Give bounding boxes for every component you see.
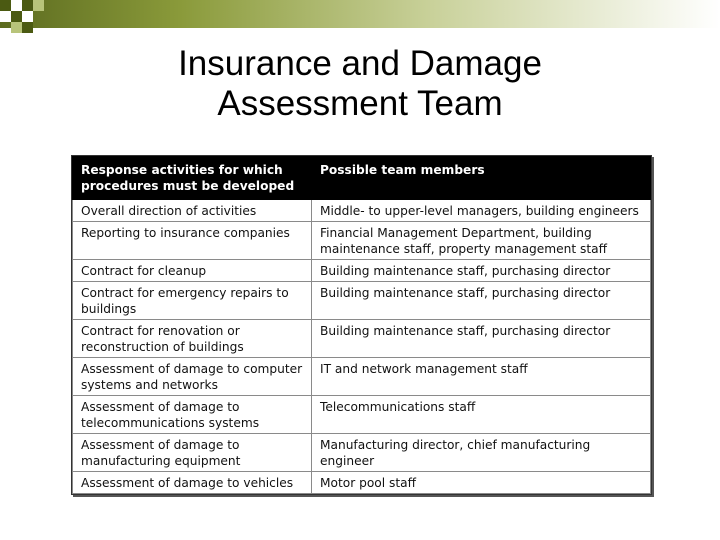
table-row bbox=[73, 282, 651, 320]
team-cell: IT and network management staff bbox=[312, 358, 651, 396]
decorative-squares bbox=[0, 0, 60, 40]
activity-cell: Assessment of damage to vehicles bbox=[73, 472, 312, 494]
table-header-row bbox=[73, 157, 651, 200]
header-band bbox=[0, 0, 720, 28]
table-row bbox=[73, 222, 651, 260]
header-team-members: Possible team members bbox=[312, 157, 651, 200]
title-line-1: Insurance and Damage bbox=[178, 44, 542, 83]
table-row bbox=[73, 320, 651, 358]
slide-title bbox=[0, 44, 720, 124]
title-line-2: Assessment Team bbox=[217, 84, 503, 123]
activity-cell: Overall direction of activities bbox=[73, 200, 312, 222]
team-cell: Building maintenance staff, purchasing director bbox=[312, 260, 651, 282]
table-row bbox=[73, 260, 651, 282]
activity-cell: Assessment of damage to telecommunications systems bbox=[73, 396, 312, 434]
team-cell: Manufacturing director, chief manufacturing engineer bbox=[312, 434, 651, 472]
team-cell: Building maintenance staff, purchasing director bbox=[312, 320, 651, 358]
activity-cell: Contract for cleanup bbox=[73, 260, 312, 282]
activity-cell: Contract for renovation or reconstruction of buildings bbox=[73, 320, 312, 358]
header-activities: Response activities for which procedures must be developed bbox=[73, 157, 312, 200]
table-row bbox=[73, 396, 651, 434]
team-cell: Financial Management Department, building maintenance staff, property management staff bbox=[312, 222, 651, 260]
team-cell: Motor pool staff bbox=[312, 472, 651, 494]
table-row bbox=[73, 358, 651, 396]
table-row bbox=[73, 434, 651, 472]
activity-cell: Contract for emergency repairs to buildings bbox=[73, 282, 312, 320]
activity-cell: Assessment of damage to computer systems and networks bbox=[73, 358, 312, 396]
team-table bbox=[71, 155, 652, 495]
team-cell: Telecommunications staff bbox=[312, 396, 651, 434]
team-cell: Building maintenance staff, purchasing director bbox=[312, 282, 651, 320]
table-row bbox=[73, 472, 651, 494]
activity-cell: Reporting to insurance companies bbox=[73, 222, 312, 260]
activity-cell: Assessment of damage to manufacturing equipment bbox=[73, 434, 312, 472]
team-cell: Middle- to upper-level managers, building engineers bbox=[312, 200, 651, 222]
table-row bbox=[73, 200, 651, 222]
